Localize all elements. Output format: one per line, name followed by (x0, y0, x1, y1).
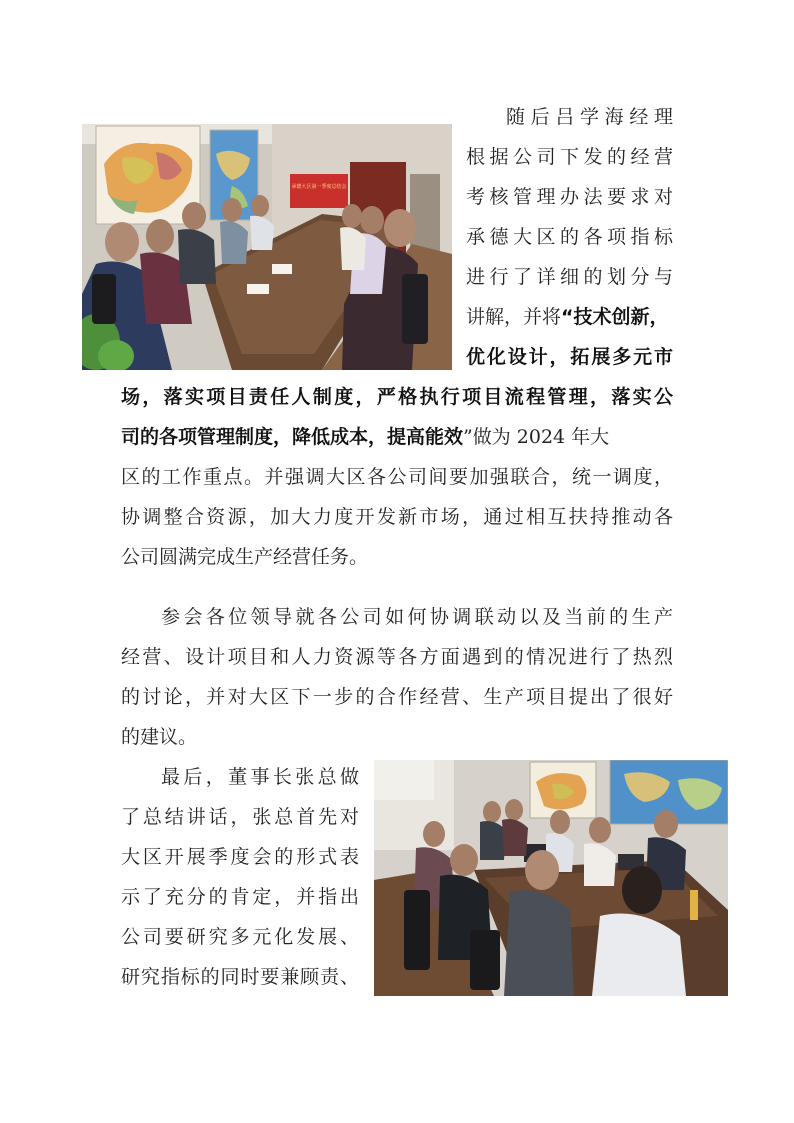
p1-line-5: 进行了详细的划分与 (466, 266, 673, 288)
p1-line-6 (466, 303, 673, 331)
screen-text: 承德大区第一季度总结会 (291, 184, 347, 190)
p3-line-2: 了总结讲话，张总首先对 (121, 806, 359, 828)
p3-line-6: 研究指标的同时要兼顾责、 (121, 966, 359, 988)
meeting-photo-2 (374, 760, 728, 996)
p2-line-2: 经营、设计项目和人力资源等各方面遇到的情况进行了热烈 (121, 646, 673, 668)
p1-line-2: 根据公司下发的经营 (466, 146, 673, 168)
p1-line-6-text: 讲解，并将 (466, 306, 562, 328)
p3-line-5: 公司要研究多元化发展、 (121, 926, 359, 948)
p3-line-3: 大区开展季度会的形式表 (121, 846, 359, 868)
p2-line-1: 参会各位领导就各公司如何协调联动以及当前的生产 (161, 606, 673, 628)
p1-line-3: 考核管理办法要求对 (466, 186, 673, 208)
p1-line-6-bold: “技术创新， (561, 306, 669, 328)
p1-line-1: 随后吕学海经理 (506, 106, 673, 128)
p1-line-8: 场，落实项目责任人制度，严格执行项目流程管理，落实公 (121, 386, 673, 408)
p1-line-12: 公司圆满完成生产经营任务。 (121, 546, 369, 568)
p2-line-4: 的建议。 (121, 726, 198, 748)
p1-line-10: 区的工作重点。并强调大区各公司间要加强联合，统一调度， (121, 466, 673, 488)
p3-line-1: 最后，董事长张总做 (161, 766, 359, 788)
p1-line-11: 协调整合资源，加大力度开发新市场，通过相互扶持推动各 (121, 506, 673, 528)
p3-line-4: 示了充分的肯定，并指出 (121, 886, 359, 908)
p1-line-7: 优化设计，拓展多元市 (466, 346, 673, 368)
p1-line-9 (121, 423, 673, 451)
p1-line-9-bold: 司的各项管理制度，降低成本，提高能效 (121, 426, 464, 448)
p1-line-9-text: ”做为 2024 年大 (463, 426, 610, 448)
p2-line-3: 的讨论，并对大区下一步的合作经营、生产项目提出了很好 (121, 686, 673, 708)
p1-line-4: 承德大区的各项指标 (466, 226, 673, 248)
meeting-photo-1 (82, 124, 452, 370)
